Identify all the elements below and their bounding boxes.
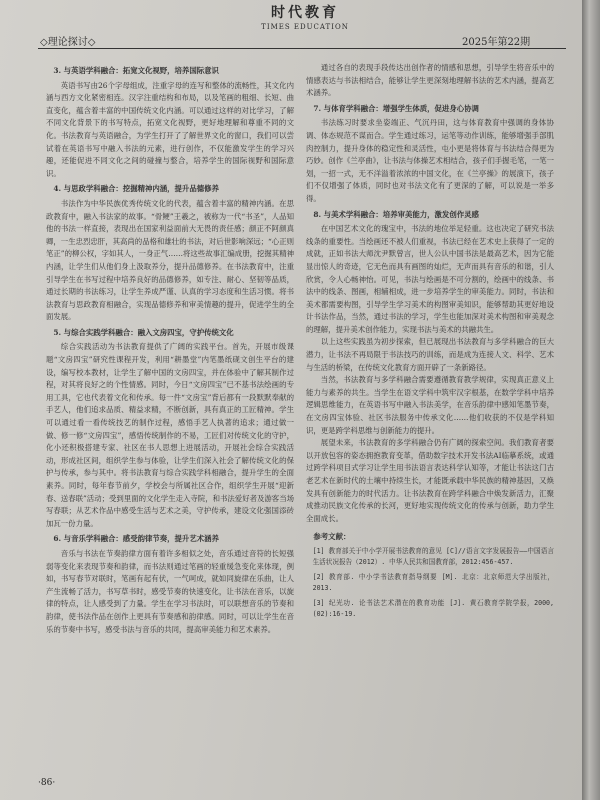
section-heading: 4. 与思政学科融合：挖掘精神内涵，提升品德修养 (53, 184, 219, 194)
body-paragraph: 综合实践活动为书法教育提供了广阔的实践平台。首先，开展市级课题“文房四宝”研究性课程开发，利用“耕墨堂”内笔墨纸砚文创生平台的建设，编写校本教材，让学生了解中国的文房四宝，并在体验中了解其制作过程，对其将良好之的个性情感。同时，今日“文房四宝”已不基书法绘画的专用工具，它也代表着文化和传承。每一件“文房宝”背后都有一段默默奉献的手艺人，他们追求品质、精益求精，不断创新，具有真正的工匠精神。学生可以通过看一看传统技艺的制作过程，感悟手艺人执著的追求；通过做一做、修一修“文房四宝”，感悟传统制作的不易，工匠们对传统文化的守护，化小还积极搭建专家、社区在书人思想上进展活动，开展社会综合实践活动，形成社区间，组织学生参与体验，让学生们深入社会了解传统文化的保护与传承，参与其中。将书法教育与综合实践学科相融合，提升学生的全面素养。同时，每年春节前夕，学校会与所属社区合作，组织学生开展“迎新春、送春联”活动；受到里面的文化学生走入寺院，和书法爱好者及游客当场写春联；从艺术作品中感受生活与艺术之美，守护传承，建设文化强国添砖加瓦一份力量。 (46, 342, 294, 528)
body-paragraph: 通过各自的表现手段传达出创作者的情感和思想，引导学生将音乐中的情感表达与书法相结合，能够让学生更深刻地理解书法的艺术内涵，提高艺术涵养。 (306, 63, 554, 98)
section-heading: 6. 与音乐学科融合：感受韵律节奏，提升艺术涵养 (53, 534, 219, 544)
section-heading: 5. 与综合实践学科融合：融入文房四宝，守护传统文化 (53, 327, 234, 337)
body-paragraph: 当然，书法教育与多学科融合需要遵循教育教学规律，实现真正意义上能力与素养的共生。当学生在语文学科中筑牢汉字根基，在数学学科中培养逻辑思维能力，在英语书写中融入书法美学，在音乐韵律中感知笔墨节奏，在文房四宝体验、社区书法服务中传承文化……他们收获的不仅是学科知识，更是跨学科思维与创新能力的提升。 (306, 375, 554, 435)
right-column (306, 62, 554, 767)
body-paragraph: 音乐与书法在节奏韵律方面有着许多相似之处，音乐通过音符的长短强弱等变化来表现节奏和韵律，而书法则通过笔画的轻重缓急变化来体现，例如，书写春节对联时，笔画有起有伏，一气呵成，就如同旋律在乐曲，让人产生流畅了活力，书写草书时，感受节奏的快速变化，让书法在音乐，以旋律的特点，让人感受到了力量。学生在学习书法时，可以联想音乐的节奏和韵律，使书法作品在创作上更具有节奏感和韵律感。同时，可以让学生在音乐的节奏中书写，感受书法与音乐的共同，提高审美能力和艺术素养。 (46, 548, 294, 634)
left-column (46, 62, 294, 767)
section-heading: 8. 与美术学科融合：培养审美能力，激发创作灵感 (313, 209, 479, 219)
body-paragraph: 在中国艺术文化的瑰宝中，书法的地位举足轻重。这也决定了研究书法线条的重要性。当绘画还不被人们重视，书法已经在艺术史上获得了一定的成就，正如书法大师沈尹默曾言，世人公认中国书法是最高艺术，因为它能显出惊人的奇迹，它无色而具有画图的灿烂，无声而具有音乐的和谐，引人欣赏，令人心畅神怡。可见，书法与绘画是不可分割的，绘画中的线条、书法中的线条、图画，相辅相成，进一步培养学生的审美能力。同时，书法和美术都需要构图，引导学生学习美术的构图审美知识，能够帮助其更好地设计书法作品，当然，通过书法的学习，学生也能加深对美术构图和审美观念的理解，提升美术创作能力，实现书法与美术的共融共生。 (306, 224, 554, 334)
journal-title-cn: 时代教育 (271, 5, 339, 21)
body-paragraph: 以上这些实践虽为初步探索，但已展现出书法教育与多学科融合的巨大潜力，让书法不再局限于书法技巧的训练，而是成为连接人文、科学、艺术与生活的桥梁，在传统文化教育方面开辟了一条新路径。 (306, 337, 554, 372)
section-heading: 7. 与体育学科融合：增强学生体质，促进身心协调 (313, 103, 479, 113)
issue-label: 2025年第22期 (462, 37, 531, 48)
journal-title-en: TIMES EDUCATION (261, 23, 349, 31)
references-list (306, 546, 554, 620)
reference-item: [3] 纪光功. 论书法艺术潜在的教育功能 [J]. 黄石教育学院学报，2000, (02):16-19. (312, 598, 554, 618)
header-rule (38, 48, 566, 49)
reference-item: [2] 教育部. 中小学书法教育指导纲要 [M]. 北京：北京师范大学出版社，2013. (312, 572, 554, 593)
reference-item: [1] 教育部关于中小学开展书法教育的意见 [C]//语言文字发展报告——中国语言生活状况报告（2012）. 中华人民共和国教育部，2012:456-457. (312, 546, 554, 567)
adjacent-page-edge (582, 0, 600, 800)
body-paragraph: 展望未来，书法教育的多学科融合仍有广阔的探索空间。我们教育者要以开放包容的姿态拥抱教育变革，借助数字技术开发书法AI临摹系统，或通过跨学科项目式学习让学生用书法语言表达科学认知等，才能让书法这门古老艺术在新时代的土壤中持续生长，才能既承载中华民族的精神基因，又焕发具有创新能力的时代活力。让书法教育在跨学科融合中焕发新活力，汇聚成推动民族文化传承的长河，更好地实现传统文化的传承与创新，助力学生全面成长。 (306, 438, 554, 523)
page-number: ·86· (38, 778, 56, 788)
body-paragraph: 书法练习时要求坐姿端正、气沉丹田，这与体育教育中强调的身体协调、体态规范不谋而合。学生通过练习，运笔等动作训练，能够增强手部肌肉控制力，提升身体的稳定性和灵活性，屯小更是将体育与书法结合得更为巧妙。创作《兰亭曲》，让书法与体操艺术相结合，孩子们手握毛笔，一笔一划，一招一式，无不洋溢着浓浓的中国文化，在《兰亭操》的展演下，孩子们不仅增强了体质，同时也对书法文化有了更深的了解，可以说是一举多得。 (306, 118, 554, 203)
references-title: 参考文献： (313, 532, 351, 542)
section-heading: 3. 与英语学科融合：拓宽文化视野，培养国际意识 (53, 66, 219, 75)
journal-masthead (240, 2, 370, 31)
body-paragraph: 英语书写由26个字母组成，注重字母的连写和整体的流畅性，其文化内涵与西方文化紧密相连。汉字注重结构和布局，以及笔画的粗细、长短、曲直变化，蕴含着丰富的中国传统文化内涵。可以通过这样的对比学习，了解不同文化背景下的书写特点，拓宽文化视野，更好地理解和尊重不同的文化。书法教育与英语融合，为学生打开了了解世界文化的窗口，我们可以尝试着在英语书写中融入书法的元素，进行创作，不仅能激发学生的学习兴趣，还能促进不同文化之间的碰撞与整合，培养学生的国际视野和国际意识。 (46, 80, 294, 178)
section-label: ◇理论探讨◇ (40, 37, 96, 48)
right-column-body (306, 62, 554, 525)
body-paragraph: 书法作为中华民族优秀传统文化的代表，蕴含着丰富的精神内涵。在思政教育中，融入书法家的故事。“骨鲠”王羲之，被称为一代“书圣”，人品知他的书法一样直接，表现出在国家利益面前大无畏的责任感；颜正不阿颜真卿，一生忠烈忠肝，其高尚的品格和雄壮的书法，对后世影响深远；“心正则笔正”的柳公权，字如其人，一身正气……将这些故事汇编成册，挖掘其精神内涵，让学生们从他们身上汲取养分，提升品德修养。在书法教育中，注重引导学生在书写过程中培养良好的品德修养，如专注、耐心、坚韧等品质，通过长期的书法练习，让学生养成严谨、认真的学习态度和生活习惯。将书法教育与思政教育相融合，实现品德修养和审美情趣的提升，促进学生的全面发展。 (46, 198, 294, 322)
